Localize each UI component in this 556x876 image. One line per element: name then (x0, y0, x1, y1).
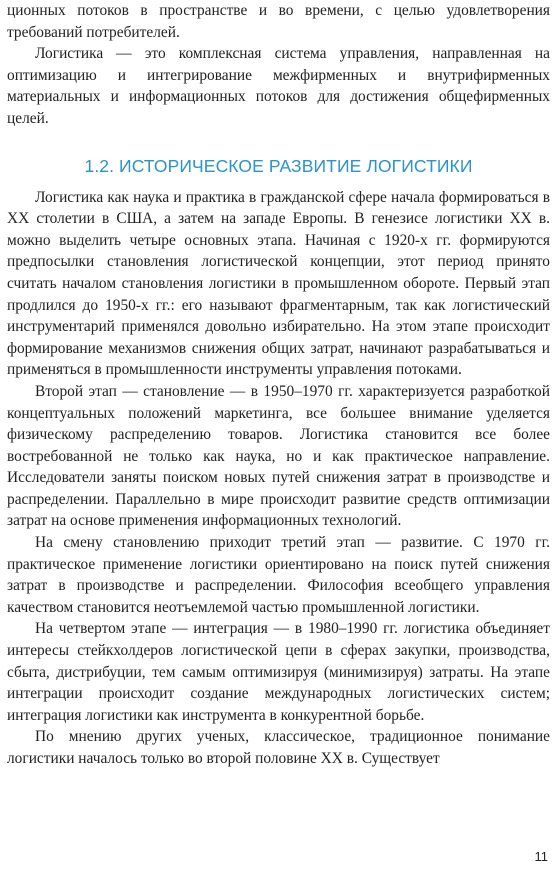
body-text (7, 0, 550, 770)
paragraph-third-stage: На смену становлению приходит третий этап — развитие. С 1970 гг. практическое применение логистики ориентировано на поиск путей снижения затрат в производстве и распределении. Философия всеобщего управления качеством становится неотъемлемой частью промышленной логистики. (7, 534, 550, 616)
section-heading: 1.2. ИСТОРИЧЕСКОЕ РАЗВИТИЕ ЛОГИСТИКИ (84, 155, 473, 176)
paragraph-origins: Логистика как наука и практика в гражданской сфере начала формироваться в XX столетии в США, а затем на западе Европы. В генезисе логистики XX в. можно выделить четыре основных этапа. Начиная с 1920-х гг. формируются предпосылки становления логистической концепции, этот период принято считать началом становления логистики в промышленном обороте. Первый этап продлился до 1950-х гг.: его называют фрагментарным, так как логистический инструментарий применялся довольно избирательно. На этом этапе происходит формирование механизмов снижения общих затрат, начинают разрабатываться и применяться в промышленности инструменты управления потоками. (7, 188, 550, 379)
paragraph-other-views: По мнению других ученых, классическое, традиционное понимание логистики началось только во второй половине XX в. Существует (7, 728, 550, 767)
intro-continuation: ционных потоков в пространстве и во времени, с целью удовлетворения требований потребителей. (7, 2, 550, 41)
page-number: 11 (534, 849, 548, 864)
paragraph-second-stage: Второй этап — становление — в 1950–1970 гг. характеризуется разработкой концептуальных положений маркетинга, все большее внимание уделяется физическому распределению товаров. Логистика становится все более востребованной не только как наука, но и как практическое направление. Исследователи заняты поиском новых путей снижения затрат в производстве и распределении. Параллельно в мире происходит развитие средств оптимизации затрат на основе применения информационных технологий. (7, 382, 550, 530)
logistics-definition: Логистика — это комплексная система управления, направленная на оптимизацию и интегрирование межфирменных и внутрифирменных материальных и информационных потоков для достижения общефирменных целей. (7, 45, 550, 127)
paragraph-fourth-stage: На четвертом этапе — интеграция — в 1980–1990 гг. логистика объединяет интересы стейкхолдеров логистической цепи в сферах закупки, производства, сбыта, дистрибуции, тем самым оптимизируя (минимизируя) затраты. На этапе интеграции происходит создание международных логистических систем; интеграция логистики как инструмента в конкурентной борьбе. (7, 620, 550, 724)
